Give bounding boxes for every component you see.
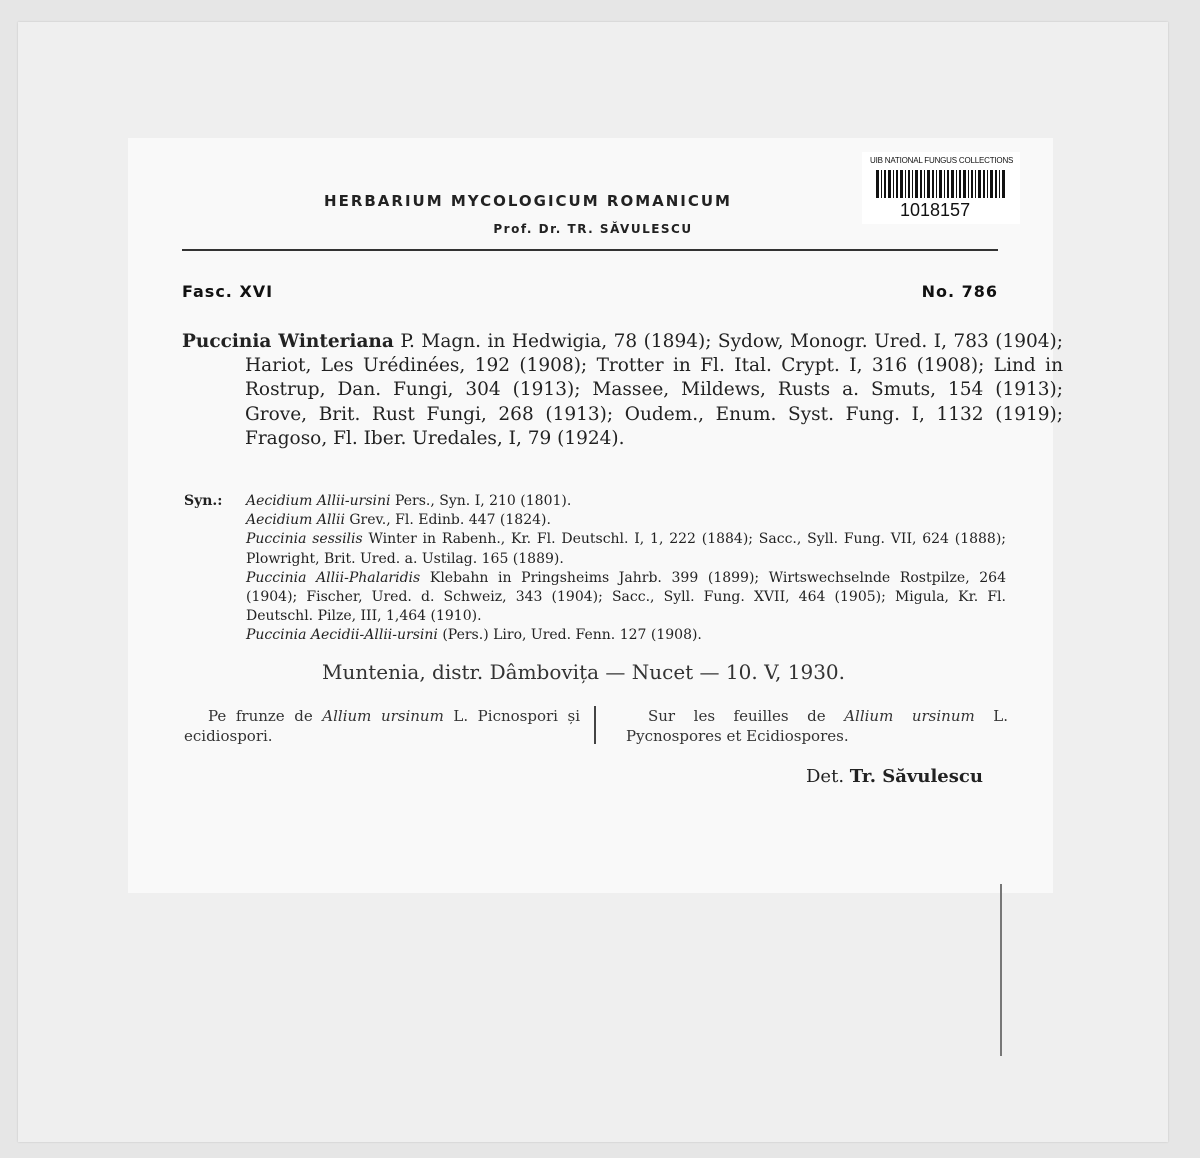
synonym-entry <box>246 492 1006 511</box>
synonym-name: Aecidium Allii <box>246 512 345 529</box>
collection-locality: Muntenia, distr. Dâmbovița — Nucet — 10. V, 1930. <box>322 660 845 684</box>
host-note-prefix: Pe frunze de <box>208 707 313 725</box>
specimen-number: No. 786 <box>921 282 998 301</box>
host-note-romanian <box>184 706 580 746</box>
synonyms-list <box>246 492 1006 646</box>
synonym-name: Puccinia Aecidii-Allii-ursini <box>246 627 438 644</box>
synonym-ref: (Pers.) Liro, Ured. Fenn. 127 (1908). <box>442 627 702 644</box>
host-note-suffix: L. Pycnospores et Ecidiospores. <box>626 707 1008 745</box>
herbarium-title: HERBARIUM MYCOLOGICUM ROMANICUM <box>324 192 732 210</box>
taxon-citation <box>182 330 1063 451</box>
barcode-number: 1018157 <box>900 200 971 220</box>
barcode-tag <box>862 152 1020 224</box>
sheet-edge-line <box>1000 884 1002 1056</box>
fascicle-number: Fasc. XVI <box>182 282 274 301</box>
synonym-ref: Pers., Syn. I, 210 (1801). <box>394 493 572 509</box>
column-divider <box>594 706 596 744</box>
barcode-caption: UIB NATIONAL FUNGUS COLLECTIONS <box>870 156 1014 165</box>
synonym-name: Aecidium Allii-ursini <box>246 493 391 509</box>
synonyms-label: Syn.: <box>184 493 223 509</box>
synonym-entry <box>246 511 1006 530</box>
host-name: Allium ursinum <box>844 707 975 725</box>
host-note-suffix: L. Picnospori și ecidiospori. <box>184 707 581 745</box>
determiner <box>806 766 983 787</box>
herbarium-subtitle: Prof. Dr. TR. SĂVULESCU <box>493 222 693 236</box>
synonym-ref: Winter in Rabenh., Kr. Fl. Deutschl. I, 1, 222 (1884); Sacc., Syll. Fung. VII, 624 (1888); Plowright, Brit. Ured. a. Ustilag. 165 (1889). <box>246 531 1007 567</box>
host-note-prefix: Sur les feuilles de <box>648 707 826 725</box>
synonym-entry <box>246 626 1006 645</box>
synonym-ref: Klebahn in Pringsheims Jahrb. 399 (1899); Wirtswechselnde Rostpilze, 264 (1904); Fischer, Ured. d. Schweiz, 343 (1904); Sacc., Syll. Fung. XVII, 464 (1905); Migula, Kr. Fl. Deutschl. Pilze, III, 1,464 (1910). <box>246 569 1006 625</box>
synonym-name: Puccinia Allii-Phalaridis <box>246 569 421 586</box>
barcode-graphic <box>876 170 1006 198</box>
synonym-entry <box>246 530 1006 568</box>
taxon-name: Puccinia Winteriana <box>182 331 394 352</box>
citation-text: P. Magn. in Hedwigia, 78 (1894); Sydow, Monogr. Ured. I, 783 (1904); Hariot, Les Urédinées, 192 (1908); Trotter in Fl. Ital. Crypt. I, 316 (1908); Lind in Rostrup, Dan. Fungi, 304 (1913); Massee, Mildews, Rusts a. Smuts, 154 (1913); Grove, Brit. Rust Fungi, 268 (1913); Oudem., Enum. Syst. Fung. I, 1132 (1919); Fragoso, Fl. Iber. Uredales, I, 79 (1924). <box>245 331 1063 449</box>
synonym-entry <box>246 569 1006 627</box>
header-divider <box>182 249 998 251</box>
determiner-name: Tr. Săvulescu <box>849 766 983 787</box>
determiner-prefix: Det. <box>806 766 845 787</box>
synonym-name: Puccinia sessilis <box>246 531 363 548</box>
host-note-french <box>626 706 1008 746</box>
host-name: Allium ursinum <box>322 707 444 725</box>
synonym-ref: Grev., Fl. Edinb. 447 (1824). <box>349 512 551 529</box>
